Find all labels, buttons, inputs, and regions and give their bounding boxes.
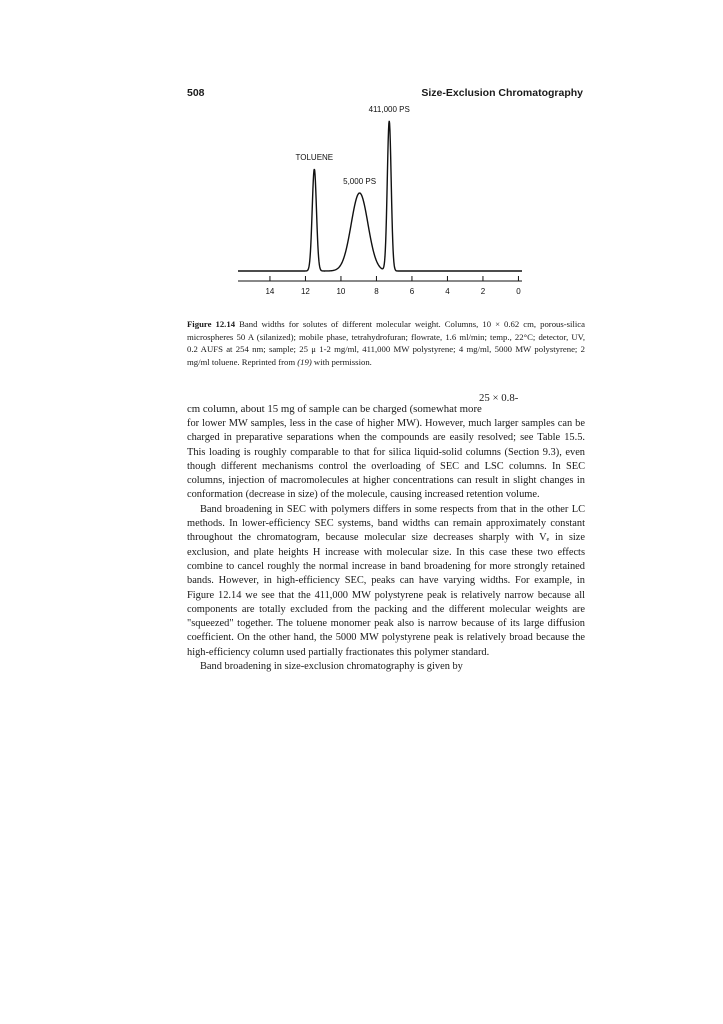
x-tick-label: 2 [480, 287, 486, 296]
paragraph-3: Band broadening in size-exclusion chromatography is given by [200, 661, 463, 673]
caption-text-end: with permission. [313, 356, 372, 367]
body-text [187, 417, 585, 674]
peak-label: TOLUENE [295, 153, 334, 162]
chromatogram-figure [0, 0, 723, 320]
x-tick-label: 12 [300, 287, 310, 296]
chromatogram-trace [238, 121, 522, 271]
x-tick-label: 8 [374, 287, 379, 296]
continuation-fragment: 25 × 0.8- [479, 392, 519, 404]
x-tick-label: 14 [265, 287, 275, 296]
figure-caption [187, 318, 585, 368]
paragraph-1: for lower MW samples, less in the case of higher MW). However, much larger samples can be charged in preparative separations when the compounds are easily resolved; see Table 15.5. This loading is roughly comparable to that for silica liquid-solid columns (Section 9.3), even though different mechanisms control the overloading of SEC and LSC columns. In SEC columns, injection of macromolecules at higher concentrations can result in slight changes in conformation (decrease in size) of the molecule, causing increased retention volume. [187, 418, 585, 501]
continuation-line: cm column, about 15 mg of sample can be charged (somewhat more [187, 403, 482, 415]
figure-label: Figure 12.14 [187, 319, 236, 329]
caption-text: Band widths for solutes of different molecular weight. Columns, 10 × 0.62 cm, porous-silica microspheres 50 A (silanized); mobile phase, tetrahydrofuran; flowrate, 1.6 ml/min; temp., 22°C; detector, UV, 0.2 AUFS at 254 nm; sample; 25 μ 1-2 mg/ml, 411,000 MW polystyrene; 4 mg/ml, 5000 MW polystyrene; 2 mg/ml toluene. Reprinted from [187, 319, 585, 367]
x-tick-label: 4 [445, 287, 450, 296]
paragraph-2: Band broadening in SEC with polymers differs in some respects from that in the other LC methods. In lower-efficiency SEC systems, band widths can remain approximately constant throughout the chromatogram, because molecular size decreases sharply with Vₑ in size exclusion, and plate heights H increase with molecular size. In this case these two effects combine to cancel roughly the normal increase in band broadening for more strongly retained bands. However, in high-efficiency SEC, peaks can have varying widths. For example, in Figure 12.14 we see that the 411,000 MW polystyrene peak is relatively narrow because all components are totally excluded from the packing and the different molecular weights are "squeezed" together. The toluene monomer peak also is narrow because of its large diffusion coefficient. On the other hand, the 5000 MW polystyrene peak is relatively broad because the high-efficiency column used partially fractionates this polymer standard. [187, 503, 585, 658]
x-tick-label: 10 [336, 287, 346, 296]
peak-label: 5,000 PS [343, 177, 377, 186]
peak-label: 411,000 PS [368, 105, 410, 114]
caption-reference: (19) [297, 356, 312, 367]
x-tick-label: 6 [409, 287, 415, 296]
x-axis-ticks [265, 276, 521, 296]
running-title: Size-Exclusion Chromatography [421, 87, 583, 99]
peak-labels [296, 105, 410, 186]
page-number: 508 [187, 87, 205, 99]
x-tick-label: 0 [516, 287, 521, 296]
